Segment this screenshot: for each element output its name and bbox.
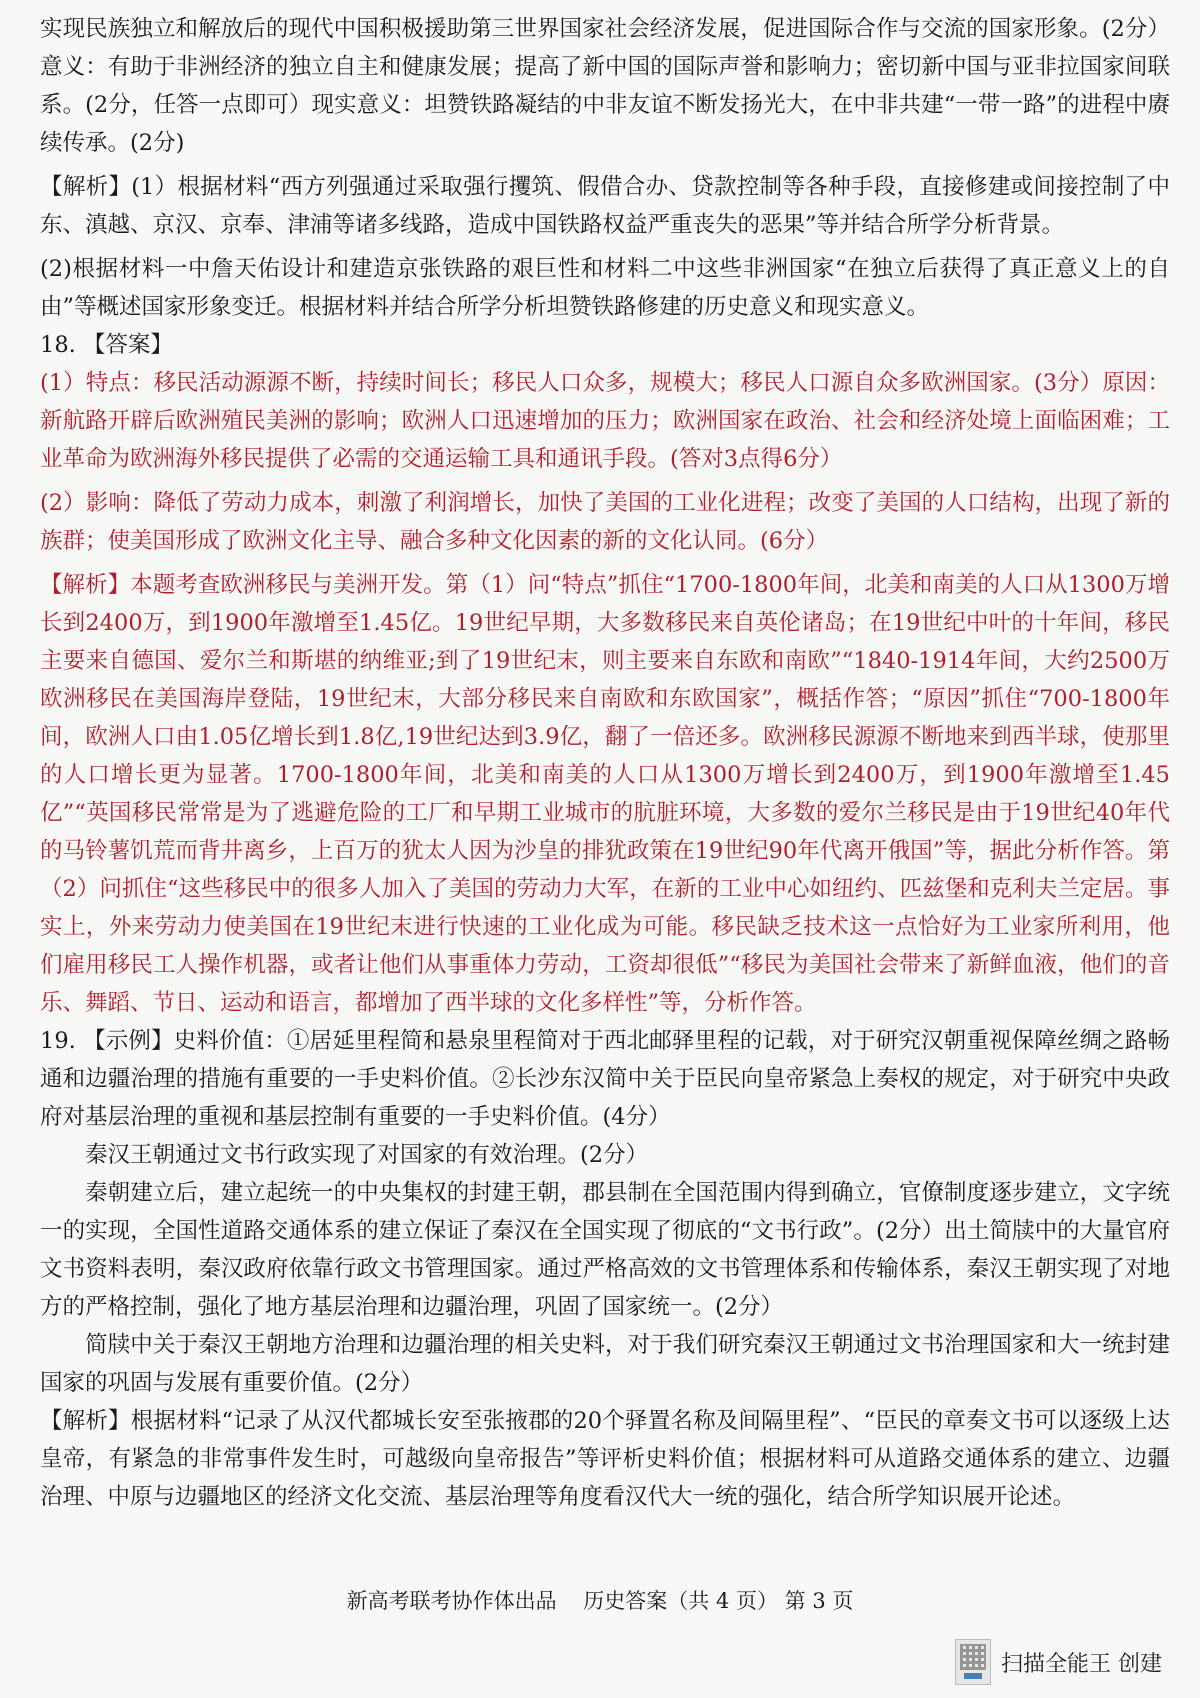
scanner-app-logo-icon: [955, 1639, 991, 1685]
paragraph-analysis-18: 【解析】本题考查欧洲移民与美洲开发。第（1）问“特点”抓住“1700-1800年间，北美和南美的人口从1300万增长到2400万，到1900年激增至1.45亿。19世纪早期，大多数移民来自英伦诸岛；在19世纪中叶的十年间，移民主要来自德国、爱尔兰和斯堪的纳维亚;到了19世纪末，则主要来自东欧和南欧”“1840-1914年间，大约2500万欧洲移民在美国海岸登陆，19世纪末，大部分移民来自南欧和东欧国家”，概括作答；“原因”抓住“700-1800年间，欧洲人口由1.05亿增长到1.8亿,19世纪达到3.9亿，翻了一倍还多。欧洲移民源源不断地来到西半球，使那里的人口增长更为显著。1700-1800年间，北美和南美的人口从1300万增长到2400万，到1900年激增至1.45亿”“英国移民常常是为了逃避危险的工厂和早期工业城市的肮脏环境，大多数的爱尔兰移民是由于19世纪40年代的马铃薯饥荒而背井离乡，上百万的犹太人因为沙皇的排犹政策在19世纪90年代离开俄国”等，据此分析作答。第（2）问抓住“这些移民中的很多人加入了美国的劳动力大军，在新的工业中心如纽约、匹兹堡和克利夫兰定居。事实上，外来劳动力使美国在19世纪末进行快速的工业化成为可能。移民缺乏技术这一点恰好为工业家所利用，他们雇用移民工人操作机器，或者让他们从事重体力劳动，工资却很低”“移民为美国社会带来了新鲜血液，他们的音乐、舞蹈、节日、运动和语言，都增加了西半球的文化多样性”等，分析作答。: [40, 572, 1170, 1016]
paragraph-1: 【解析】(1）根据材料“西方列强通过采取强行攫筑、假借合办、贷款控制等各种手段，直接修建或间接控制了中东、滇越、京汉、京奉、津浦等诸多线路，造成中国铁路权益严重丧失的恶果”等并结合所学分析背景。: [40, 174, 1170, 238]
paragraph-analysis-19: 【解析】根据材料“记录了从汉代都城长安至张掖郡的20个驿置名称及间隔里程”、“臣民的章奏文书可以逐级上达皇帝，有紧急的非常事件发生时，可越级向皇帝报告”等评析史料价值；根据材料可从道路交通体系的建立、边疆治理、中原与边疆地区的经济文化交流、基层治理等角度看汉代大一统的强化，结合所学知识展开论述。: [40, 1408, 1170, 1510]
paragraph-0: 实现民族独立和解放后的现代中国积极援助第三世界国家社会经济发展，促进国际合作与交流的国家形象。(2分）意义：有助于非洲经济的独立自主和健康发展；提高了新中国的国际声誉和影响力；密切新中国与亚非拉国家间联系。(2分，任答一点即可）现实意义：坦赞铁路凝结的中非友谊不断发扬光大，在中非共建“一带一路”的进程中赓续传承。(2分): [40, 16, 1170, 156]
page-footer: 新高考联考协作体出品 历史答案（共 4 页） 第 3 页: [346, 1589, 854, 1613]
paragraph-2: (2)根据材料一中詹天佑设计和建造京张铁路的艰巨性和材料二中这些非洲国家“在独立后获得了真正意义上的自由”等概述国家形象变迁。根据材料并结合所学分析坦赞铁路修建的历史意义和现实意义。: [40, 256, 1170, 320]
paragraph-19-thesis: 秦汉王朝通过文书行政实现了对国家的有效治理。(2分）: [85, 1142, 649, 1168]
paragraph-answer-18-1: (1）特点：移民活动源源不断，持续时间长；移民人口众多，规模大；移民人口源自众多欧洲国家。(3分）原因：新航路开辟后欧洲殖民美洲的影响；欧洲人口迅速增加的压力；欧洲国家在政治、社会和经济处境上面临困难；工业革命为欧洲海外移民提供了必需的交通运输工具和通讯手段。(答对3点得6分）: [40, 370, 1170, 472]
paragraph-19-conclusion: 简牍中关于秦汉王朝地方治理和边疆治理的相关史料，对于我们研究秦汉王朝通过文书治理国家和大一统封建国家的巩固与发展有重要价值。(2分）: [40, 1332, 1170, 1396]
paragraph-19-argument: 秦朝建立后，建立起统一的中央集权的封建王朝，郡县制在全国范围内得到确立，官僚制度逐步建立，文字统一的实现，全国性道路交通体系的建立保证了秦汉在全国实现了彻底的“文书行政”。(2分）出土简牍中的大量官府文书资料表明，秦汉政府依靠行政文书管理国家。通过严格高效的文书管理体系和传输体系，秦汉王朝实现了对地方的严格控制，强化了地方基层治理和边疆治理，巩固了国家统一。(2分）: [40, 1180, 1170, 1320]
paragraph-answer-19: 19. 【示例】史料价值：①居延里程简和悬泉里程简对于西北邮驿里程的记载，对于研究汉朝重视保障丝绸之路畅通和边疆治理的措施有重要的一手史料价值。②长沙东汉简中关于臣民向皇帝紧急上奏权的规定，对于研究中央政府对基层治理的重视和基层控制有重要的一手史料价值。(4分）: [40, 1028, 1170, 1130]
document-body: [40, 10, 1170, 1516]
paragraph-answer-18-2: (2）影响：降低了劳动力成本，刺激了利润增长，加快了美国的工业化进程；改变了美国的人口结构，出现了新的族群；使美国形成了欧洲文化主导、融合多种文化因素的新的文化认同。(6分）: [40, 490, 1170, 554]
scanner-watermark: [955, 1640, 1162, 1684]
watermark-text: 扫描全能王 创建: [1001, 1651, 1162, 1677]
question-18-heading: 18. 【答案】: [40, 332, 173, 358]
